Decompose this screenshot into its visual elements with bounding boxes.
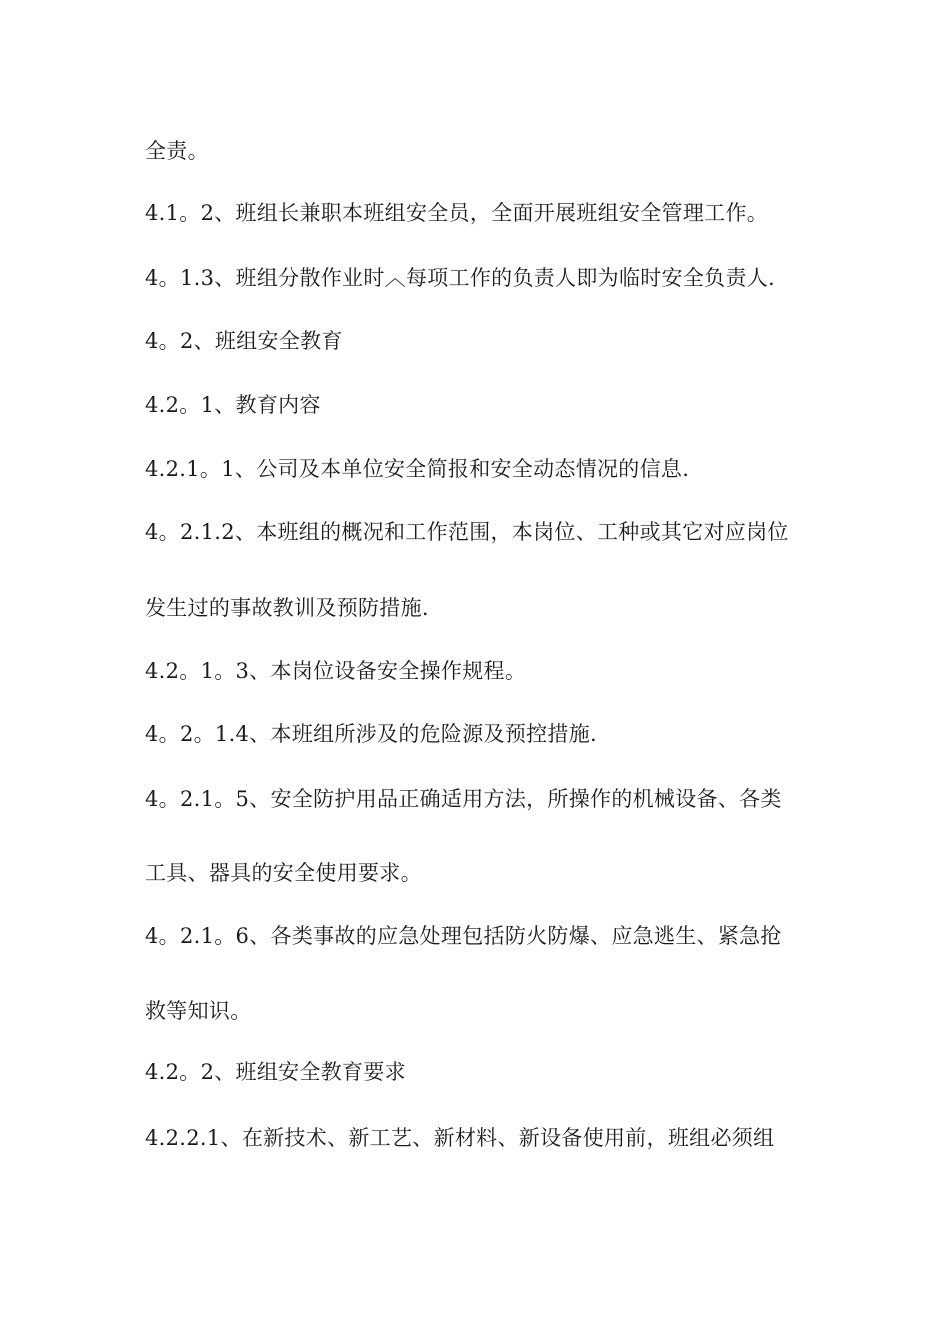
text-line: 4。2.1。6、各类事故的应急处理包括防火防爆、应急逃生、紧急抢 [145,924,782,948]
text-line: 4.2。1。3、本岗位设备安全操作规程。 [145,659,527,683]
text-line: 发生过的事故教训及预防措施. [145,596,429,620]
text-line: 4.2.2.1、在新技术、新工艺、新材料、新设备使用前，班组必须组 [145,1126,775,1150]
text-line: 4.1。2、班组长兼职本班组安全员，全面开展班组安全管理工作。 [145,201,769,225]
subsection-heading: 4.2。1、教育内容 [145,393,321,417]
subsection-heading: 4.2。2、班组安全教育要求 [145,1060,406,1084]
text-line: 全责。 [145,139,209,163]
text-line: 4。2。1.4、本班组所涉及的危险源及预控措施. [145,722,597,746]
text-line: 工具、器具的安全使用要求。 [145,861,422,885]
text-line: 救等知识。 [145,999,252,1023]
text-line: 4.2.1。1、公司及本单位安全简报和安全动态情况的信息. [145,457,690,481]
text-line: 4。2.1.2、本班组的概况和工作范围，本岗位、工种或其它对应岗位 [145,520,789,544]
text-line: 4。2.1。5、安全防护用品正确适用方法，所操作的机械设备、各类 [145,787,782,811]
text-line: 4。1.3、班组分散作业时︿每项工作的负责人即为临时安全负责人. [145,266,776,290]
section-heading: 4。2、班组安全教育 [145,329,343,353]
